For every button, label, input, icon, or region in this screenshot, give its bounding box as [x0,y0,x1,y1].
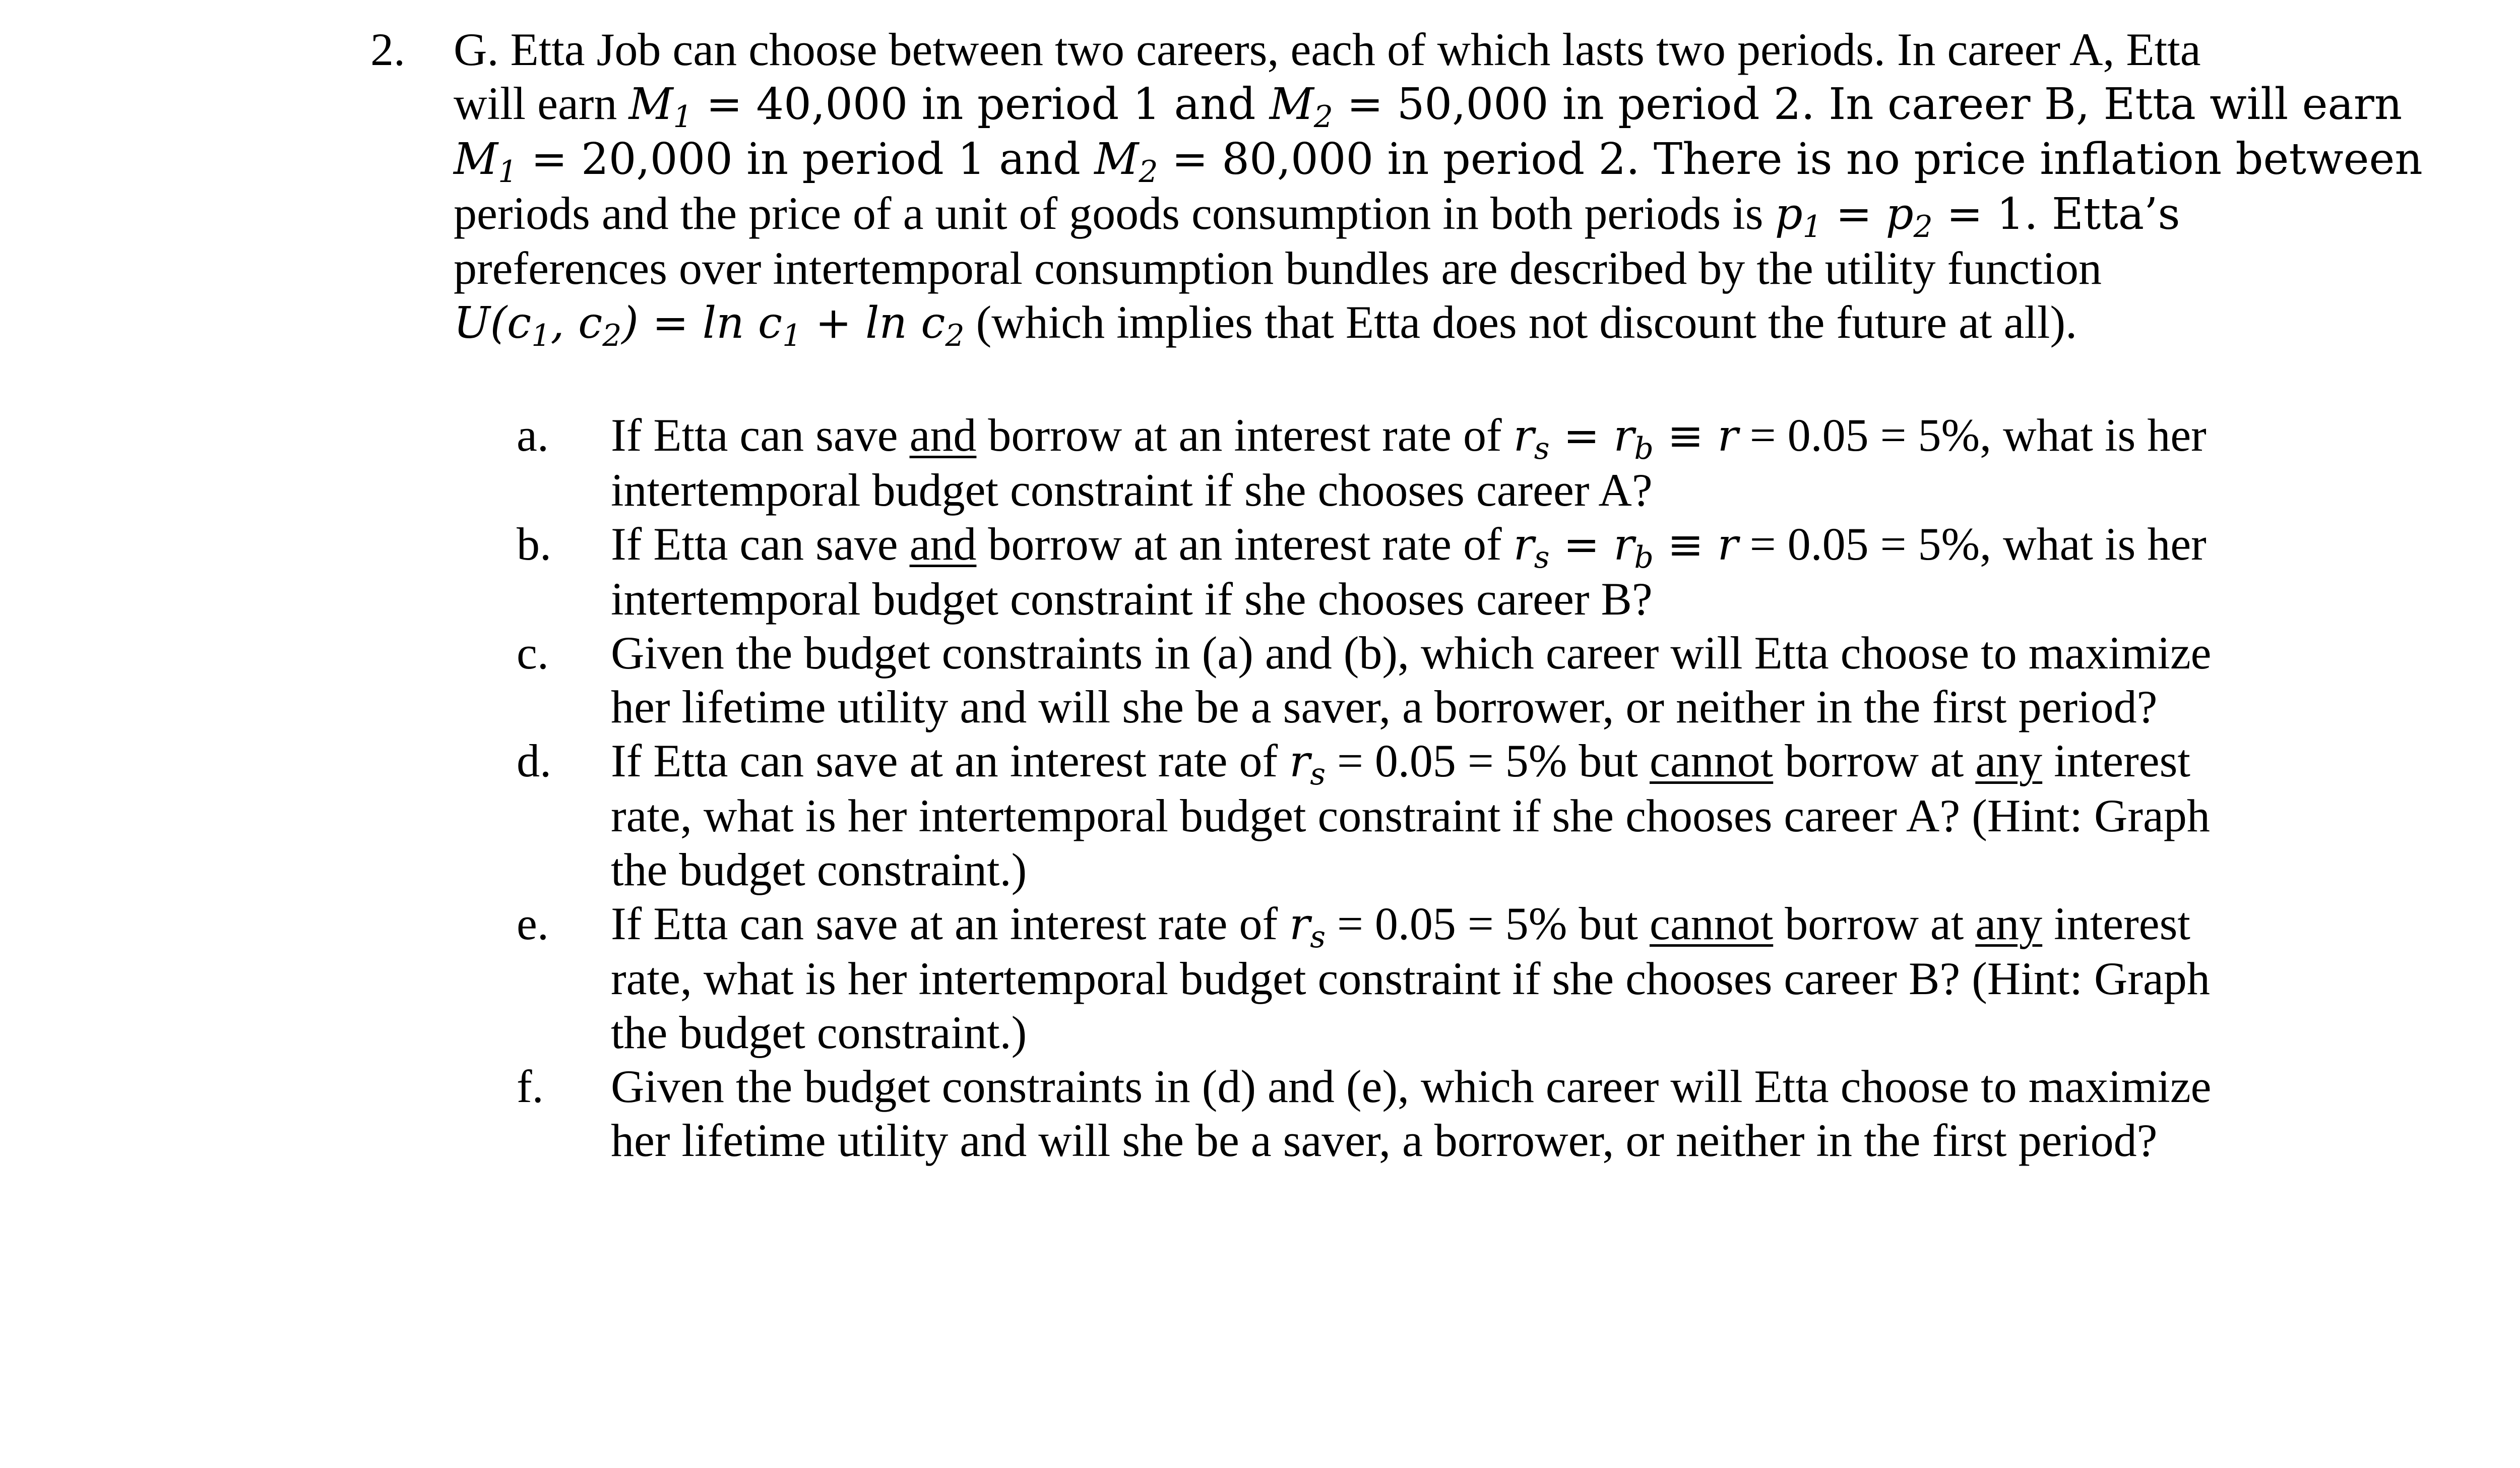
part-d: d. If Etta can save at an interest rate of $r_s = 0.05 = 5\%$ but cannot borrow at any interest rate, what is her intertemporal budget constraint if she chooses career A? (Hint: Graph the budget constraint.) [517,735,2210,895]
part-e: e. If Etta can save at an interest rate of $r_s = 0.05 = 5\%$ but cannot borrow at any interest rate, what is her intertemporal budget constraint if she chooses career B? (Hint: Graph the budget constraint.) [517,898,2210,1058]
var-rs: $r_s$ [1513,520,1550,575]
intro-line-4: periods and the price of a unit of goods consumption in both periods is $p_1 = p_2 = 1$. Etta’s [454,188,2180,244]
intro-line-1: G. Etta Job can choose between two careers, each of which lasts two periods. In career A, Etta [454,24,2201,75]
var-rs: $r_s$ [1513,411,1550,466]
part-c: c. Given the budget constraints in (a) and (b), which career will Etta choose to maximize her lifetime utility and will she be a saver, a borrower, or neither in the first period? [517,627,2212,732]
underlined-any: any [1975,735,2043,786]
var-M1: $M_1$ [628,79,692,135]
part-letter: f. [517,1061,544,1112]
utility-function: $U(c_1$, $c_2) = \ln c_1 + \ln c_2$ [454,298,965,353]
problem-statement [454,23,2423,353]
problem-number: 2. [370,24,405,75]
var-r: r [1717,411,1738,461]
intro-line-6: $U(c_1$, $c_2) = \ln c_1 + \ln c_2$ (which implies that Etta does not discount the future at all). [454,296,2077,353]
var-p2: $p_2$ [1885,189,1933,244]
var-rs: $r_s$ [1289,737,1326,792]
var-r: r [1717,520,1738,570]
part-f: f. Given the budget constraints in (d) and (e), which career will Etta choose to maximize her lifetime utility and will she be a saver, a borrower, or neither in the first period? [517,1061,2212,1166]
part-b: b. If Etta can save and borrow at an interest rate of $r_s = r_b \equiv r = 0.05 = 5\%$, what is her intertemporal budget constraint if she chooses career B? [517,518,2207,625]
part-letter: c. [517,627,549,679]
var-M2: $M_2$ [1094,134,1158,190]
underlined-and: and [909,518,977,570]
underlined-cannot: cannot [1649,735,1774,786]
part-letter: e. [517,898,549,949]
part-a: a. If Etta can save and borrow at an interest rate of $r_s = r_b \equiv r = 0.05 = 5\%$, what is her intertemporal budget constraint if she chooses career A? [517,409,2207,516]
part-letter: b. [517,518,551,570]
intro-line-2: will earn $M_1 = 40,000$ in period 1 and $M_2 = 50,000$ in period 2. In career B, Etta will earn [454,78,2403,135]
intro-line-5: preferences over intertemporal consumption bundles are described by the utility function [454,242,2102,294]
var-rb: $r_b$ [1613,520,1654,575]
sub-questions [517,408,2281,1168]
var-M2: $M_2$ [1269,79,1333,135]
underlined-any: any [1975,898,2043,949]
var-p1: $p_1$ [1775,189,1822,244]
var-rs: $r_s$ [1289,899,1326,955]
part-letter: a. [517,409,549,461]
part-letter: d. [517,735,551,786]
var-M1: $M_1$ [454,134,518,190]
var-rb: $r_b$ [1613,411,1654,466]
underlined-and: and [909,409,977,461]
underlined-cannot: cannot [1649,898,1774,949]
intro-line-3: $M_1 = 20,000$ in period 1 and $M_2 = 80,000$ in period 2. There is no price inflation between [454,134,2423,190]
